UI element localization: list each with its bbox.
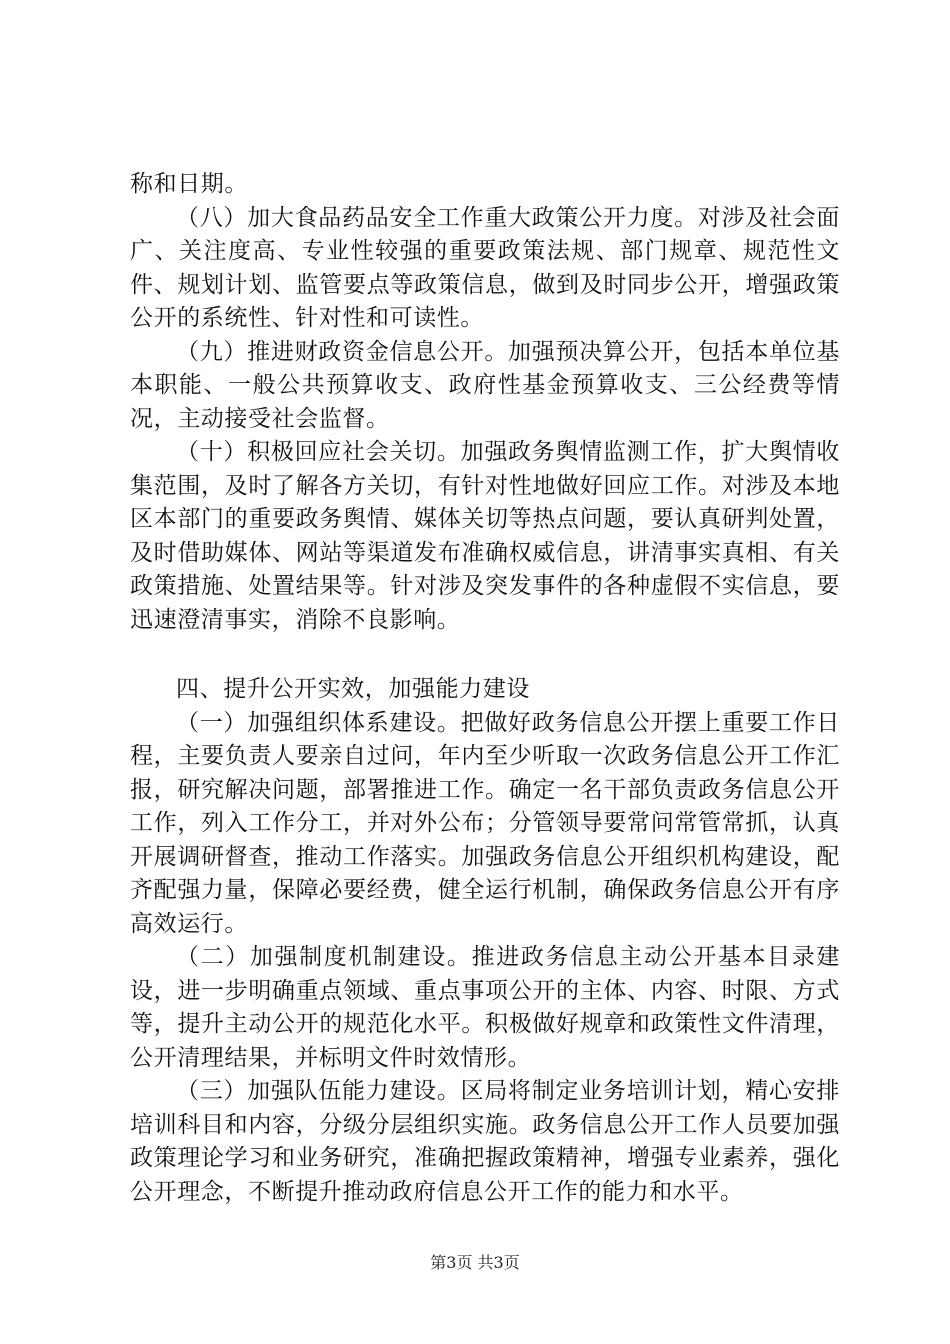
paragraph-item-9: （九）推进财政资金信息公开。加强预决算公开，包括本单位基本职能、一般公共预算收支、政府性基金预算收支、三公经费等情况，主动接受社会监督。 bbox=[130, 338, 840, 432]
section-heading-4: 四、提升公开实效，加强能力建设 bbox=[176, 676, 530, 702]
document-body bbox=[130, 168, 840, 1209]
paragraph-item-3: （三）加强队伍能力建设。区局将制定业务培训计划，精心安排培训科目和内容，分级分层组织实施。政务信息公开工作人员要加强政策理论学习和业务研究，准确把握政策精神，增强专业素养，强化公开理念，不断提升推动政府信息公开工作的能力和水平。 bbox=[130, 1078, 840, 1205]
paragraph-item-8: （八）加大食品药品安全工作重大政策公开力度。对涉及社会面广、关注度高、专业性较强的重要政策法规、部门规章、规范性文件、规划计划、监管要点等政策信息，做到及时同步公开，增强政策公开的系统性、针对性和可读性。 bbox=[130, 204, 840, 331]
paragraph-item-1: （一）加强组织体系建设。把做好政务信息公开摆上重要工作日程，主要负责人要亲自过问，年内至少听取一次政务信息公开工作汇报，研究解决问题，部署推进工作。确定一名干部负责政务信息公开工作，列入工作分工，并对外公布；分管领导要常问常管常抓，认真开展调研督查，推动工作落实。加强政务信息公开组织机构建设，配齐配强力量，保障必要经费，健全运行机制，确保政务信息公开有序高效运行。 bbox=[130, 709, 840, 937]
paragraph-item-2: （二）加强制度机制建设。推进政务信息主动公开基本目录建设，进一步明确重点领域、重点事项公开的主体、内容、时限、方式等，提升主动公开的规范化水平。积极做好规章和政策性文件清理，公开清理结果，并标明文件时效情形。 bbox=[130, 944, 840, 1071]
paragraph-continuation: 称和日期。 bbox=[130, 171, 248, 197]
page-number-footer: 第3页 共3页 bbox=[430, 1253, 520, 1272]
paragraph-item-10: （十）积极回应社会关切。加强政务舆情监测工作，扩大舆情收集范围，及时了解各方关切，有针对性地做好回应工作。对涉及本地区本部门的重要政务舆情、媒体关切等热点问题，要认真研判处置，及时借助媒体、网站等渠道发布准确权威信息，讲清事实真相、有关政策措施、处置结果等。针对涉及突发事件的各种虚假不实信息，要迅速澄清事实，消除不良影响。 bbox=[130, 439, 840, 633]
